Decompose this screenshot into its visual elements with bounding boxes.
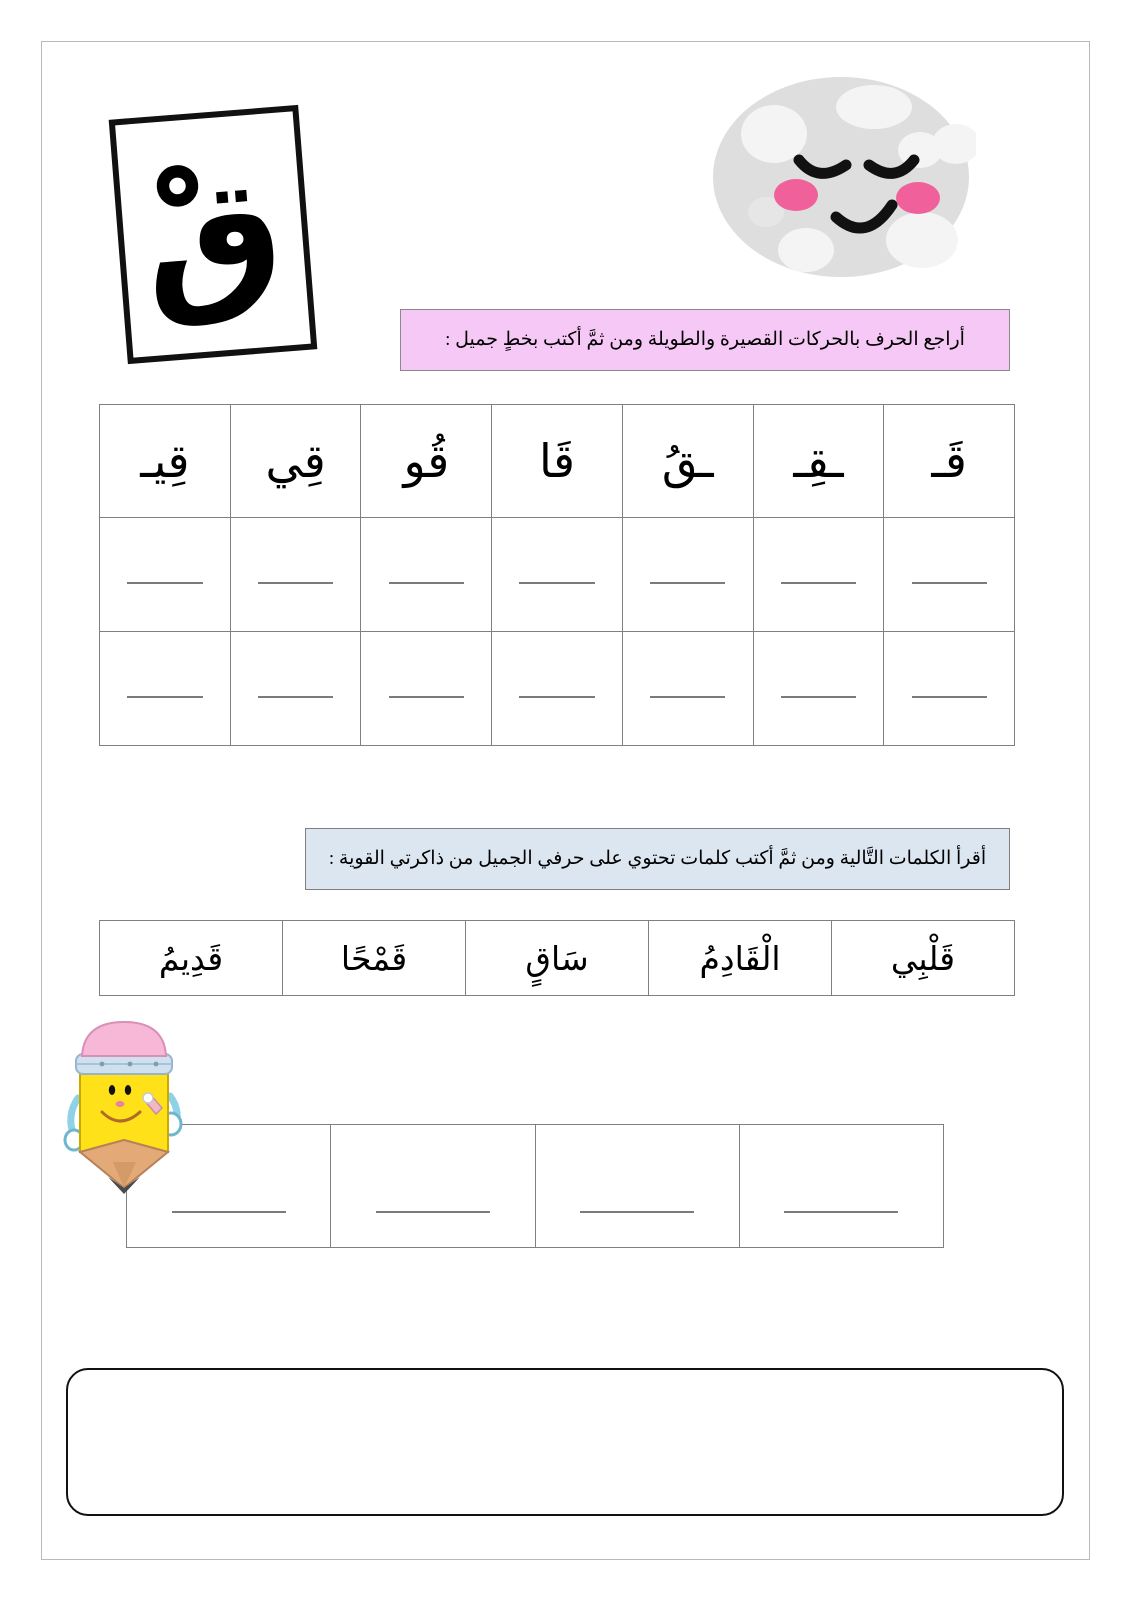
write-line [912,582,987,584]
write-line [376,1211,490,1213]
table-row-answers [127,1125,944,1248]
write-line [650,582,725,584]
practice-cell[interactable] [622,518,753,632]
word-cell: قَلْبِي [832,921,1015,996]
word-cell: سَاقٍ [466,921,649,996]
write-line [580,1211,694,1213]
practice-cell[interactable] [361,632,492,746]
letter-forms-table [99,404,1015,746]
practice-cell[interactable] [361,518,492,632]
word-cell: قَمْحًا [283,921,466,996]
practice-cell[interactable] [884,518,1015,632]
write-line [172,1211,286,1213]
practice-cell[interactable] [100,632,231,746]
answer-cell[interactable] [739,1125,943,1248]
write-line [781,582,856,584]
write-line [258,696,333,698]
write-line [912,696,987,698]
practice-cell[interactable] [753,518,884,632]
letter-card [118,112,308,357]
letter-form-cell: ـقُ [622,405,753,518]
table-row-practice-2 [100,632,1015,746]
answer-cell[interactable] [535,1125,739,1248]
letter-form-cell: قِي [230,405,361,518]
write-line [781,696,856,698]
table-row-words [100,921,1015,996]
words-table [99,920,1015,996]
practice-cell[interactable] [230,518,361,632]
moon-face-icon [706,72,976,282]
write-line [258,582,333,584]
write-line [389,582,464,584]
practice-cell[interactable] [230,632,361,746]
letter-form-cell: قُو [361,405,492,518]
table-row-practice-1 [100,518,1015,632]
write-line [389,696,464,698]
letter-form-cell: ـقِـ [753,405,884,518]
note-box[interactable] [66,1368,1064,1516]
write-line [127,696,202,698]
table-row-letter-forms [100,405,1015,518]
instruction-banner-pink: أراجع الحرف بالحركات القصيرة والطويلة ومن ثمَّ أكتب بخطٍ جميل : [400,309,1010,371]
letter-form-cell: قَـ [884,405,1015,518]
letter-card-glyph: قْ [137,141,290,333]
instruction-banner-blue: أقرأ الكلمات التَّالية ومن ثمَّ أكتب كلمات تحتوي على حرفي الجميل من ذاكرتي القوية : [305,828,1010,890]
pencil-character-icon [58,1012,190,1194]
practice-cell[interactable] [884,632,1015,746]
practice-cell[interactable] [753,632,884,746]
practice-cell[interactable] [100,518,231,632]
answer-cell[interactable] [331,1125,535,1248]
write-line [519,696,594,698]
word-cell: الْقَادِمُ [649,921,832,996]
letter-form-cell: قَا [492,405,623,518]
practice-cell[interactable] [622,632,753,746]
letter-form-cell: قِيـ [100,405,231,518]
write-line [784,1211,898,1213]
practice-cell[interactable] [492,632,623,746]
answer-table [126,1124,944,1248]
write-line [127,582,202,584]
word-cell: قَدِيمُ [100,921,283,996]
practice-cell[interactable] [492,518,623,632]
write-line [650,696,725,698]
letter-card-frame [109,105,318,364]
write-line [519,582,594,584]
